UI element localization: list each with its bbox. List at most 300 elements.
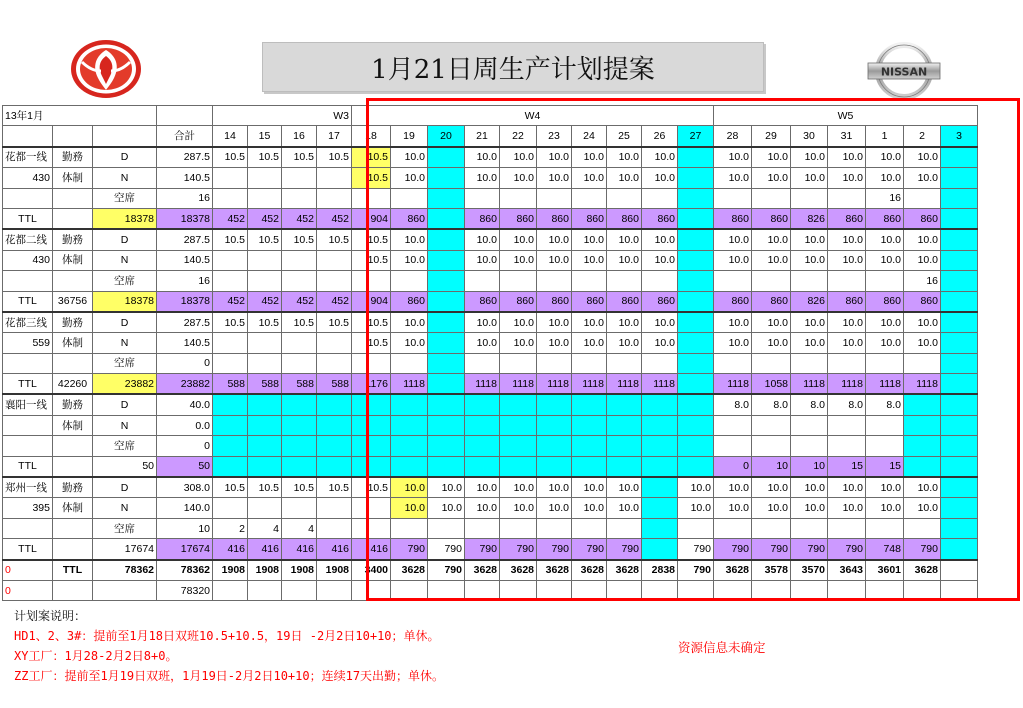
table-row — [3, 394, 978, 415]
cell-r6-c14: 10.0 — [572, 229, 607, 250]
cell-r19-c10: 10.0 — [428, 498, 465, 518]
cell-r19-c18: 10.0 — [714, 498, 752, 518]
cell-r15-c13 — [537, 415, 572, 435]
cell-r5-c8: 904 — [352, 208, 391, 229]
cell-r1-c2 — [93, 126, 157, 147]
cell-r1-c17: 27 — [678, 126, 714, 147]
cell-r12-c18 — [714, 353, 752, 373]
cell-r22-c18: 3628 — [714, 560, 752, 581]
cell-r19-c4 — [213, 498, 248, 518]
cell-r16-c24 — [941, 436, 978, 456]
cell-r18-c3: 308.0 — [157, 477, 213, 498]
cell-r1-c14: 24 — [572, 126, 607, 147]
cell-r21-c4: 416 — [213, 539, 248, 560]
cell-r6-c3: 287.5 — [157, 229, 213, 250]
cell-r7-c3: 140.5 — [157, 250, 213, 270]
cell-r15-c16 — [642, 415, 678, 435]
cell-r8-c5 — [248, 271, 282, 291]
cell-r14-c12 — [500, 394, 537, 415]
cell-r11-c24 — [941, 333, 978, 353]
cell-r2-c9: 10.0 — [391, 147, 428, 168]
week-w3: W3 — [213, 106, 352, 126]
header-row — [3, 106, 978, 126]
cell-r6-c2: D — [93, 229, 157, 250]
cell-r9-c17 — [678, 291, 714, 312]
cell-r11-c2: N — [93, 333, 157, 353]
cell-r22-c12: 3628 — [500, 560, 537, 581]
cell-r4-c10 — [428, 188, 465, 208]
cell-r5-c1 — [53, 208, 93, 229]
cell-r1-c11: 21 — [465, 126, 500, 147]
cell-r12-c1 — [53, 353, 93, 373]
cell-r16-c8 — [352, 436, 391, 456]
cell-r2-c0: 花都一线 — [3, 147, 53, 168]
cell-r18-c21: 10.0 — [828, 477, 866, 498]
cell-r10-c7: 10.5 — [317, 312, 352, 333]
cell-r13-c6: 588 — [282, 374, 317, 395]
cell-r20-c23 — [904, 518, 941, 538]
cell-r7-c19: 10.0 — [752, 250, 791, 270]
table-row — [3, 250, 978, 270]
cell-r4-c6 — [282, 188, 317, 208]
cell-r20-c14 — [572, 518, 607, 538]
cell-r13-c4: 588 — [213, 374, 248, 395]
cell-r4-c7 — [317, 188, 352, 208]
cell-r18-c22: 10.0 — [866, 477, 904, 498]
cell-r10-c19: 10.0 — [752, 312, 791, 333]
cell-r22-c20: 3570 — [791, 560, 828, 581]
cell-r11-c4 — [213, 333, 248, 353]
cell-r19-c12: 10.0 — [500, 498, 537, 518]
cell-r1-c10: 20 — [428, 126, 465, 147]
cell-r12-c17 — [678, 353, 714, 373]
cell-r8-c15 — [607, 271, 642, 291]
cell-r5-c7: 452 — [317, 208, 352, 229]
cell-r3-c4 — [213, 168, 248, 188]
cell-r13-c2: 23882 — [93, 374, 157, 395]
cell-r14-c10 — [428, 394, 465, 415]
cell-r7-c24 — [941, 250, 978, 270]
cell-r18-c8: 10.5 — [352, 477, 391, 498]
cell-r19-c8 — [352, 498, 391, 518]
cell-r8-c20 — [791, 271, 828, 291]
cell-r3-c8: 10.5 — [352, 168, 391, 188]
cell-r1-c5: 15 — [248, 126, 282, 147]
cell-r15-c20 — [791, 415, 828, 435]
cell-r19-c16 — [642, 498, 678, 518]
cell-r18-c19: 10.0 — [752, 477, 791, 498]
cell-r2-c20: 10.0 — [791, 147, 828, 168]
table-row — [3, 208, 978, 229]
cell-r18-c2: D — [93, 477, 157, 498]
cell-r14-c11 — [465, 394, 500, 415]
cell-r15-c2: N — [93, 415, 157, 435]
cell-r3-c16: 10.0 — [642, 168, 678, 188]
cell-r4-c4 — [213, 188, 248, 208]
cell-r10-c13: 10.0 — [537, 312, 572, 333]
cell-r17-c9 — [391, 456, 428, 477]
cell-r17-c20: 10 — [791, 456, 828, 477]
cell-r11-c6 — [282, 333, 317, 353]
cell-r17-c1 — [53, 456, 93, 477]
cell-r8-c19 — [752, 271, 791, 291]
cell-r13-c11: 1118 — [465, 374, 500, 395]
cell-r9-c15: 860 — [607, 291, 642, 312]
cell-r3-c24 — [941, 168, 978, 188]
cell-r14-c23 — [904, 394, 941, 415]
cell-r4-c12 — [500, 188, 537, 208]
cell-r16-c19 — [752, 436, 791, 456]
cell-r15-c8 — [352, 415, 391, 435]
cell-r0-c3 — [157, 106, 213, 126]
cell-r4-c23 — [904, 188, 941, 208]
cell-r19-c5 — [248, 498, 282, 518]
cell-r16-c12 — [500, 436, 537, 456]
cell-r23-c4 — [213, 580, 248, 600]
cell-r7-c10 — [428, 250, 465, 270]
cell-r6-c8: 10.5 — [352, 229, 391, 250]
cell-r23-c12 — [500, 580, 537, 600]
cell-r3-c20: 10.0 — [791, 168, 828, 188]
cell-r17-c23 — [904, 456, 941, 477]
cell-r23-c7 — [317, 580, 352, 600]
cell-r17-c4 — [213, 456, 248, 477]
cell-r6-c17 — [678, 229, 714, 250]
cell-r11-c23: 10.0 — [904, 333, 941, 353]
table-row — [3, 291, 978, 312]
cell-r7-c9: 10.0 — [391, 250, 428, 270]
cell-r1-c3: 合計 — [157, 126, 213, 147]
cell-r2-c7: 10.5 — [317, 147, 352, 168]
cell-r4-c16 — [642, 188, 678, 208]
cell-r13-c16: 1118 — [642, 374, 678, 395]
cell-r20-c11 — [465, 518, 500, 538]
cell-r9-c5: 452 — [248, 291, 282, 312]
cell-r3-c18: 10.0 — [714, 168, 752, 188]
cell-r15-c4 — [213, 415, 248, 435]
cell-r18-c16 — [642, 477, 678, 498]
cell-r11-c16: 10.0 — [642, 333, 678, 353]
cell-r17-c21: 15 — [828, 456, 866, 477]
cell-r8-c23: 16 — [904, 271, 941, 291]
cell-r11-c0: 559 — [3, 333, 53, 353]
cell-r12-c11 — [465, 353, 500, 373]
cell-r18-c13: 10.0 — [537, 477, 572, 498]
cell-r18-c17: 10.0 — [678, 477, 714, 498]
cell-r10-c9: 10.0 — [391, 312, 428, 333]
cell-r12-c10 — [428, 353, 465, 373]
cell-r15-c3: 0.0 — [157, 415, 213, 435]
cell-r23-c8 — [352, 580, 391, 600]
cell-r13-c7: 588 — [317, 374, 352, 395]
cell-r2-c17 — [678, 147, 714, 168]
cell-r14-c2: D — [93, 394, 157, 415]
cell-r16-c18 — [714, 436, 752, 456]
cell-r5-c12: 860 — [500, 208, 537, 229]
cell-r23-c15 — [607, 580, 642, 600]
cell-r4-c21 — [828, 188, 866, 208]
cell-r4-c22: 16 — [866, 188, 904, 208]
notes-line-zz: ZZ工厂：提前至1月19日双班，1月19日-2月2日10+10；连续17天出勤；单休。 — [14, 669, 445, 683]
cell-r1-c0 — [3, 126, 53, 147]
cell-r4-c24 — [941, 188, 978, 208]
cell-r9-c23: 860 — [904, 291, 941, 312]
cell-r14-c4 — [213, 394, 248, 415]
cell-r2-c21: 10.0 — [828, 147, 866, 168]
cell-r10-c22: 10.0 — [866, 312, 904, 333]
cell-r13-c19: 1058 — [752, 374, 791, 395]
cell-r8-c4 — [213, 271, 248, 291]
production-plan-table — [2, 105, 978, 601]
cell-r22-c15: 3628 — [607, 560, 642, 581]
table-row — [3, 415, 978, 435]
cell-r15-c24 — [941, 415, 978, 435]
cell-r16-c10 — [428, 436, 465, 456]
cell-r11-c18: 10.0 — [714, 333, 752, 353]
cell-r22-c19: 3578 — [752, 560, 791, 581]
cell-r18-c20: 10.0 — [791, 477, 828, 498]
cell-r17-c0: TTL — [3, 456, 53, 477]
notes-line-xy: XY工厂：1月28-2月2日8+0。 — [14, 649, 178, 663]
cell-r1-c9: 19 — [391, 126, 428, 147]
cell-r19-c1: 体制 — [53, 498, 93, 518]
cell-r19-c11: 10.0 — [465, 498, 500, 518]
cell-r13-c9: 1118 — [391, 374, 428, 395]
cell-r5-c21: 860 — [828, 208, 866, 229]
dongfeng-logo — [68, 38, 144, 100]
cell-r11-c3: 140.5 — [157, 333, 213, 353]
cell-r21-c8: 416 — [352, 539, 391, 560]
cell-r4-c14 — [572, 188, 607, 208]
cell-r2-c14: 10.0 — [572, 147, 607, 168]
cell-r2-c16: 10.0 — [642, 147, 678, 168]
cell-r23-c17 — [678, 580, 714, 600]
cell-r10-c12: 10.0 — [500, 312, 537, 333]
cell-r11-c22: 10.0 — [866, 333, 904, 353]
cell-r8-c6 — [282, 271, 317, 291]
cell-r12-c13 — [537, 353, 572, 373]
cell-r22-c11: 3628 — [465, 560, 500, 581]
cell-r8-c16 — [642, 271, 678, 291]
cell-r3-c21: 10.0 — [828, 168, 866, 188]
cell-r7-c7 — [317, 250, 352, 270]
cell-r11-c17 — [678, 333, 714, 353]
cell-r16-c7 — [317, 436, 352, 456]
notes-heading: 计划案说明： — [14, 609, 87, 623]
cell-r14-c24 — [941, 394, 978, 415]
cell-r16-c17 — [678, 436, 714, 456]
cell-r17-c17 — [678, 456, 714, 477]
cell-r8-c21 — [828, 271, 866, 291]
cell-r19-c22: 10.0 — [866, 498, 904, 518]
cell-r11-c12: 10.0 — [500, 333, 537, 353]
cell-r8-c12 — [500, 271, 537, 291]
table-row — [3, 229, 978, 250]
cell-r11-c21: 10.0 — [828, 333, 866, 353]
cell-r11-c8: 10.5 — [352, 333, 391, 353]
cell-r12-c24 — [941, 353, 978, 373]
cell-r16-c14 — [572, 436, 607, 456]
cell-r2-c24 — [941, 147, 978, 168]
cell-r22-c14: 3628 — [572, 560, 607, 581]
cell-r19-c14: 10.0 — [572, 498, 607, 518]
cell-r21-c23: 790 — [904, 539, 941, 560]
cell-r20-c2: 空席 — [93, 518, 157, 538]
table-row — [3, 477, 978, 498]
cell-r6-c9: 10.0 — [391, 229, 428, 250]
cell-r17-c5 — [248, 456, 282, 477]
cell-r9-c14: 860 — [572, 291, 607, 312]
cell-r21-c16 — [642, 539, 678, 560]
cell-r19-c2: N — [93, 498, 157, 518]
cell-r9-c6: 452 — [282, 291, 317, 312]
cell-r13-c24 — [941, 374, 978, 395]
cell-r3-c7 — [317, 168, 352, 188]
cell-r1-c6: 16 — [282, 126, 317, 147]
cell-r2-c3: 287.5 — [157, 147, 213, 168]
cell-r9-c16: 860 — [642, 291, 678, 312]
cell-r7-c8: 10.5 — [352, 250, 391, 270]
week-w4: W4 — [352, 106, 714, 126]
cell-r15-c11 — [465, 415, 500, 435]
cell-r8-c8 — [352, 271, 391, 291]
cell-r9-c18: 860 — [714, 291, 752, 312]
cell-r12-c12 — [500, 353, 537, 373]
cell-r5-c6: 452 — [282, 208, 317, 229]
cell-r23-c20 — [791, 580, 828, 600]
cell-r11-c11: 10.0 — [465, 333, 500, 353]
cell-r7-c4 — [213, 250, 248, 270]
cell-r2-c5: 10.5 — [248, 147, 282, 168]
cell-r20-c13 — [537, 518, 572, 538]
notes-line-hd: HD1、2、3#：提前至1月18日双班10.5+10.5，19日 -2月2日10+10；单休。 — [14, 629, 440, 643]
cell-r7-c1: 体制 — [53, 250, 93, 270]
cell-r1-c4: 14 — [213, 126, 248, 147]
cell-r15-c21 — [828, 415, 866, 435]
cell-r14-c8 — [352, 394, 391, 415]
cell-r6-c21: 10.0 — [828, 229, 866, 250]
cell-r4-c18 — [714, 188, 752, 208]
cell-r13-c23: 1118 — [904, 374, 941, 395]
cell-r19-c6 — [282, 498, 317, 518]
cell-r2-c19: 10.0 — [752, 147, 791, 168]
cell-r8-c17 — [678, 271, 714, 291]
cell-r23-c23 — [904, 580, 941, 600]
cell-r21-c12: 790 — [500, 539, 537, 560]
cell-r14-c21: 8.0 — [828, 394, 866, 415]
cell-r13-c21: 1118 — [828, 374, 866, 395]
cell-r16-c1 — [53, 436, 93, 456]
cell-r3-c11: 10.0 — [465, 168, 500, 188]
cell-r7-c15: 10.0 — [607, 250, 642, 270]
cell-r23-c11 — [465, 580, 500, 600]
nissan-logo-text: NISSAN — [880, 65, 928, 79]
total-row — [3, 580, 978, 600]
cell-r16-c5 — [248, 436, 282, 456]
cell-r11-c5 — [248, 333, 282, 353]
plan-notes — [14, 606, 444, 686]
cell-r3-c1: 体制 — [53, 168, 93, 188]
cell-r15-c1: 体制 — [53, 415, 93, 435]
cell-r1-c12: 22 — [500, 126, 537, 147]
cell-r16-c4 — [213, 436, 248, 456]
cell-r3-c10 — [428, 168, 465, 188]
title-box — [262, 42, 764, 92]
cell-r20-c8 — [352, 518, 391, 538]
cell-r21-c20: 790 — [791, 539, 828, 560]
cell-r23-c3: 78320 — [157, 580, 213, 600]
cell-r17-c2: 50 — [93, 456, 157, 477]
cell-r17-c13 — [537, 456, 572, 477]
cell-r5-c14: 860 — [572, 208, 607, 229]
cell-r23-c13 — [537, 580, 572, 600]
cell-r6-c0: 花都二线 — [3, 229, 53, 250]
cell-r9-c1: 36756 — [53, 291, 93, 312]
cell-r5-c0: TTL — [3, 208, 53, 229]
cell-r10-c10 — [428, 312, 465, 333]
cell-r10-c3: 287.5 — [157, 312, 213, 333]
cell-r2-c18: 10.0 — [714, 147, 752, 168]
cell-r19-c19: 10.0 — [752, 498, 791, 518]
cell-r23-c24 — [941, 580, 978, 600]
table-row — [3, 374, 978, 395]
total-row — [3, 560, 978, 581]
cell-r7-c22: 10.0 — [866, 250, 904, 270]
cell-r8-c2: 空席 — [93, 271, 157, 291]
cell-r13-c5: 588 — [248, 374, 282, 395]
cell-r16-c9 — [391, 436, 428, 456]
cell-r6-c12: 10.0 — [500, 229, 537, 250]
cell-r11-c1: 体制 — [53, 333, 93, 353]
table-row — [3, 518, 978, 538]
cell-r5-c10 — [428, 208, 465, 229]
cell-r15-c15 — [607, 415, 642, 435]
cell-r18-c10: 10.0 — [428, 477, 465, 498]
cell-r15-c22 — [866, 415, 904, 435]
cell-r18-c4: 10.5 — [213, 477, 248, 498]
cell-r10-c20: 10.0 — [791, 312, 828, 333]
cell-r12-c2: 空席 — [93, 353, 157, 373]
cell-r3-c2: N — [93, 168, 157, 188]
cell-r12-c5 — [248, 353, 282, 373]
cell-r8-c14 — [572, 271, 607, 291]
cell-r18-c1: 勤務 — [53, 477, 93, 498]
cell-r19-c13: 10.0 — [537, 498, 572, 518]
cell-r16-c13 — [537, 436, 572, 456]
cell-r7-c21: 10.0 — [828, 250, 866, 270]
cell-r10-c14: 10.0 — [572, 312, 607, 333]
cell-r6-c4: 10.5 — [213, 229, 248, 250]
cell-r4-c20 — [791, 188, 828, 208]
cell-r15-c23 — [904, 415, 941, 435]
cell-r2-c1: 勤務 — [53, 147, 93, 168]
table-row — [3, 168, 978, 188]
cell-r19-c3: 140.0 — [157, 498, 213, 518]
cell-r1-c16: 26 — [642, 126, 678, 147]
cell-r3-c0: 430 — [3, 168, 53, 188]
cell-r14-c3: 40.0 — [157, 394, 213, 415]
cell-r14-c19: 8.0 — [752, 394, 791, 415]
cell-r2-c13: 10.0 — [537, 147, 572, 168]
cell-r3-c6 — [282, 168, 317, 188]
cell-r6-c24 — [941, 229, 978, 250]
cell-r22-c16: 2838 — [642, 560, 678, 581]
cell-r13-c1: 42260 — [53, 374, 93, 395]
cell-r16-c16 — [642, 436, 678, 456]
cell-r7-c17 — [678, 250, 714, 270]
cell-r20-c15 — [607, 518, 642, 538]
cell-r23-c14 — [572, 580, 607, 600]
